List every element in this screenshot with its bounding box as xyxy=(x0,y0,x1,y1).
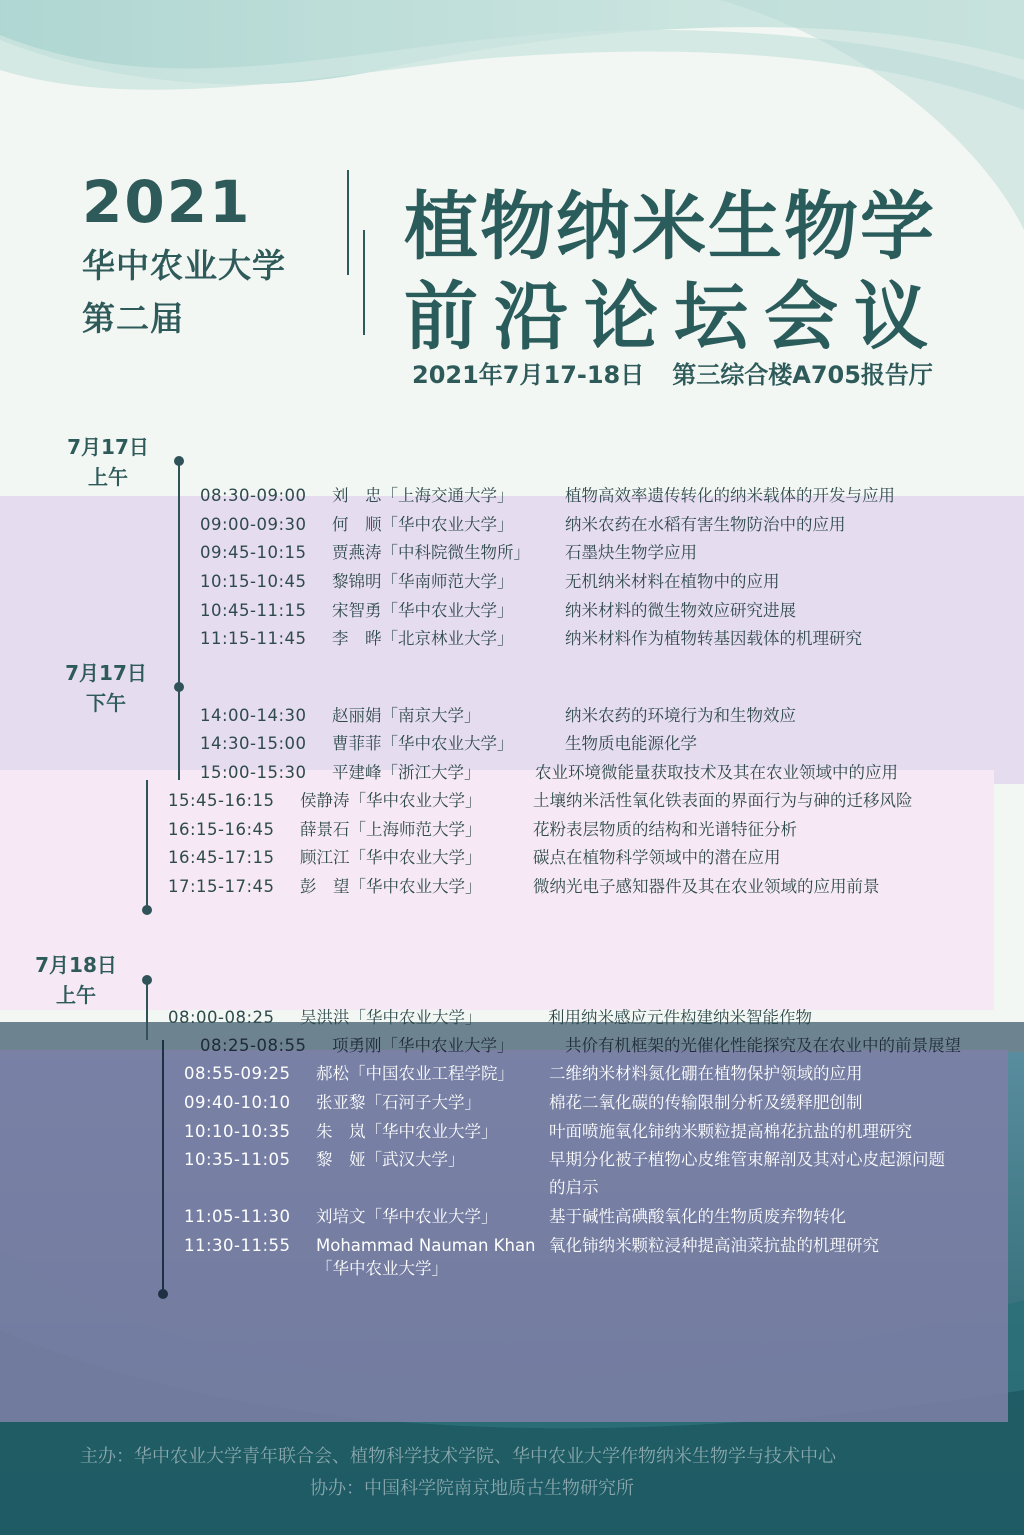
talk-topic: 棉花二氧化碳的传输限制分析及缓释肥创制 xyxy=(549,1093,863,1112)
talk-topic-continued: 的启示 xyxy=(549,1178,599,1197)
footer-co-host: 协办：中国科学院南京地质古生物研究所 xyxy=(310,1478,634,1499)
talk-speaker: 朱 岚「华中农业大学」 xyxy=(316,1122,498,1141)
talk-speaker: 曹菲菲「华中农业大学」 xyxy=(332,734,514,753)
talk-time: 10:15-10:45 xyxy=(200,572,307,591)
footer-host: 主办：华中农业大学青年联合会、植物科学技术学院、华中农业大学作物纳米生物学与技术中心 xyxy=(80,1446,836,1467)
talk-time: 15:00-15:30 xyxy=(200,763,307,782)
talk-speaker: 彭 望「华中农业大学」 xyxy=(300,877,482,896)
talk-time: 08:25-08:55 xyxy=(200,1036,307,1055)
talk-topic: 石墨炔生物学应用 xyxy=(565,543,697,562)
session-label-day1-morning xyxy=(58,432,158,492)
talk-topic: 早期分化被子植物心皮维管束解剖及其对心皮起源问题 xyxy=(549,1150,945,1169)
timeline-dot xyxy=(142,905,152,915)
talk-time: 16:45-17:15 xyxy=(168,848,275,867)
talk-speaker: 侯静涛「华中农业大学」 xyxy=(300,791,482,810)
talk-speaker: 黎锦明「华南师范大学」 xyxy=(332,572,514,591)
talk-speaker: 项勇刚「华中农业大学」 xyxy=(332,1036,514,1055)
talk-topic: 基于碱性高碘酸氧化的生物质废弃物转化 xyxy=(549,1207,846,1226)
event-date: 2021年7月17-18日 xyxy=(412,361,645,389)
talk-topic: 碳点在植物科学领域中的潜在应用 xyxy=(533,848,781,867)
talk-time: 14:30-15:00 xyxy=(200,734,307,753)
talk-speaker: 平建峰「浙江大学」 xyxy=(332,763,481,782)
talk-topic: 花粉表层物质的结构和光谱特征分析 xyxy=(533,820,797,839)
talk-speaker: 薛景石「上海师范大学」 xyxy=(300,820,482,839)
talk-topic: 植物高效率遗传转化的纳米载体的开发与应用 xyxy=(565,486,895,505)
talk-speaker: 赵丽娟「南京大学」 xyxy=(332,706,481,725)
talk-time: 11:05-11:30 xyxy=(184,1207,291,1226)
talk-topic: 二维纳米材料氮化硼在植物保护领域的应用 xyxy=(549,1064,863,1083)
talk-time: 10:45-11:15 xyxy=(200,601,307,620)
session-label-day1-afternoon xyxy=(56,658,156,718)
header-year: 2021 xyxy=(82,168,252,236)
talk-topic: 农业环境微能量获取技术及其在农业领域中的应用 xyxy=(535,763,898,782)
session-date: 7月17日 xyxy=(65,661,147,685)
session-period: 下午 xyxy=(86,691,126,715)
talk-topic: 无机纳米材料在植物中的应用 xyxy=(565,572,780,591)
talk-time: 09:00-09:30 xyxy=(200,515,307,534)
timeline-dot xyxy=(158,1289,168,1299)
header-divider-line xyxy=(363,230,365,335)
talk-speaker: 何 顺「华中农业大学」 xyxy=(332,515,514,534)
talk-time: 14:00-14:30 xyxy=(200,706,307,725)
talk-speaker: 宋智勇「华中农业大学」 xyxy=(332,601,514,620)
talk-topic: 氧化铈纳米颗粒浸种提高油菜抗盐的机理研究 xyxy=(549,1236,879,1255)
session-date: 7月18日 xyxy=(35,953,117,977)
talk-time: 11:15-11:45 xyxy=(200,629,307,648)
talk-speaker: 郝松「中国农业工程学院」 xyxy=(316,1064,514,1083)
talk-speaker: 李 晔「北京林业大学」 xyxy=(332,629,514,648)
talk-time: 15:45-16:15 xyxy=(168,791,275,810)
header-organization: 华中农业大学 xyxy=(82,246,286,285)
header-divider-line xyxy=(347,170,349,275)
talk-topic: 共价有机框架的光催化性能探究及在农业中的前景展望 xyxy=(565,1036,961,1055)
talk-time: 16:15-16:45 xyxy=(168,820,275,839)
talk-topic: 纳米材料作为植物转基因载体的机理研究 xyxy=(565,629,862,648)
page-title-line1: 植物纳米生物学 xyxy=(404,184,936,270)
talk-speaker: 刘培文「华中农业大学」 xyxy=(316,1207,498,1226)
talk-topic: 生物质电能源化学 xyxy=(565,734,697,753)
talk-time: 08:00-08:25 xyxy=(168,1008,275,1027)
session-date: 7月17日 xyxy=(67,435,149,459)
talk-time: 17:15-17:45 xyxy=(168,877,275,896)
talk-topic: 利用纳米感应元件构建纳米智能作物 xyxy=(548,1008,812,1027)
talk-time: 10:10-10:35 xyxy=(184,1122,291,1141)
event-venue: 第三综合楼A705报告厅 xyxy=(672,361,933,389)
talk-speaker: 吴洪洪「华中农业大学」 xyxy=(300,1008,482,1027)
talk-time: 08:30-09:00 xyxy=(200,486,307,505)
timeline-axis xyxy=(178,460,180,780)
timeline-axis xyxy=(162,1040,164,1295)
talk-time: 10:35-11:05 xyxy=(184,1150,291,1169)
talk-topic: 纳米农药的环境行为和生物效应 xyxy=(565,706,796,725)
timeline-axis xyxy=(146,780,148,910)
header-edition: 第二届 xyxy=(82,299,184,338)
talk-speaker: 黎 娅「武汉大学」 xyxy=(316,1150,465,1169)
talk-topic: 微纳光电子感知器件及其在农业领域的应用前景 xyxy=(533,877,880,896)
session-period: 上午 xyxy=(88,465,128,489)
session-period: 上午 xyxy=(56,983,96,1007)
talk-speaker: 贾燕涛「中科院微生物所」 xyxy=(332,543,530,562)
talk-time: 11:30-11:55 xyxy=(184,1236,291,1255)
timeline-axis xyxy=(146,980,148,1040)
talk-topic: 纳米材料的微生物效应研究进展 xyxy=(565,601,796,620)
talk-topic: 纳米农药在水稻有害生物防治中的应用 xyxy=(565,515,846,534)
event-date-venue xyxy=(412,355,933,390)
talk-time: 08:55-09:25 xyxy=(184,1064,291,1083)
page-title-line2: 前沿论坛会议 xyxy=(404,274,944,360)
talk-speaker-affiliation: 「华中农业大学」 xyxy=(316,1259,448,1278)
talk-speaker: 顾江江「华中农业大学」 xyxy=(300,848,482,867)
talk-speaker: 张亚黎「石河子大学」 xyxy=(316,1093,481,1112)
talk-speaker: 刘 忠「上海交通大学」 xyxy=(332,486,514,505)
talk-time: 09:40-10:10 xyxy=(184,1093,291,1112)
talk-time: 09:45-10:15 xyxy=(200,543,307,562)
talk-topic: 土壤纳米活性氧化铁表面的界面行为与砷的迁移风险 xyxy=(533,791,913,810)
talk-speaker: Mohammad Nauman Khan xyxy=(316,1236,536,1255)
timeline-dot xyxy=(142,975,152,985)
timeline-dot xyxy=(174,456,184,466)
timeline-dot xyxy=(174,682,184,692)
talk-topic: 叶面喷施氧化铈纳米颗粒提高棉花抗盐的机理研究 xyxy=(549,1122,912,1141)
session-label-day2-morning xyxy=(26,950,126,1010)
